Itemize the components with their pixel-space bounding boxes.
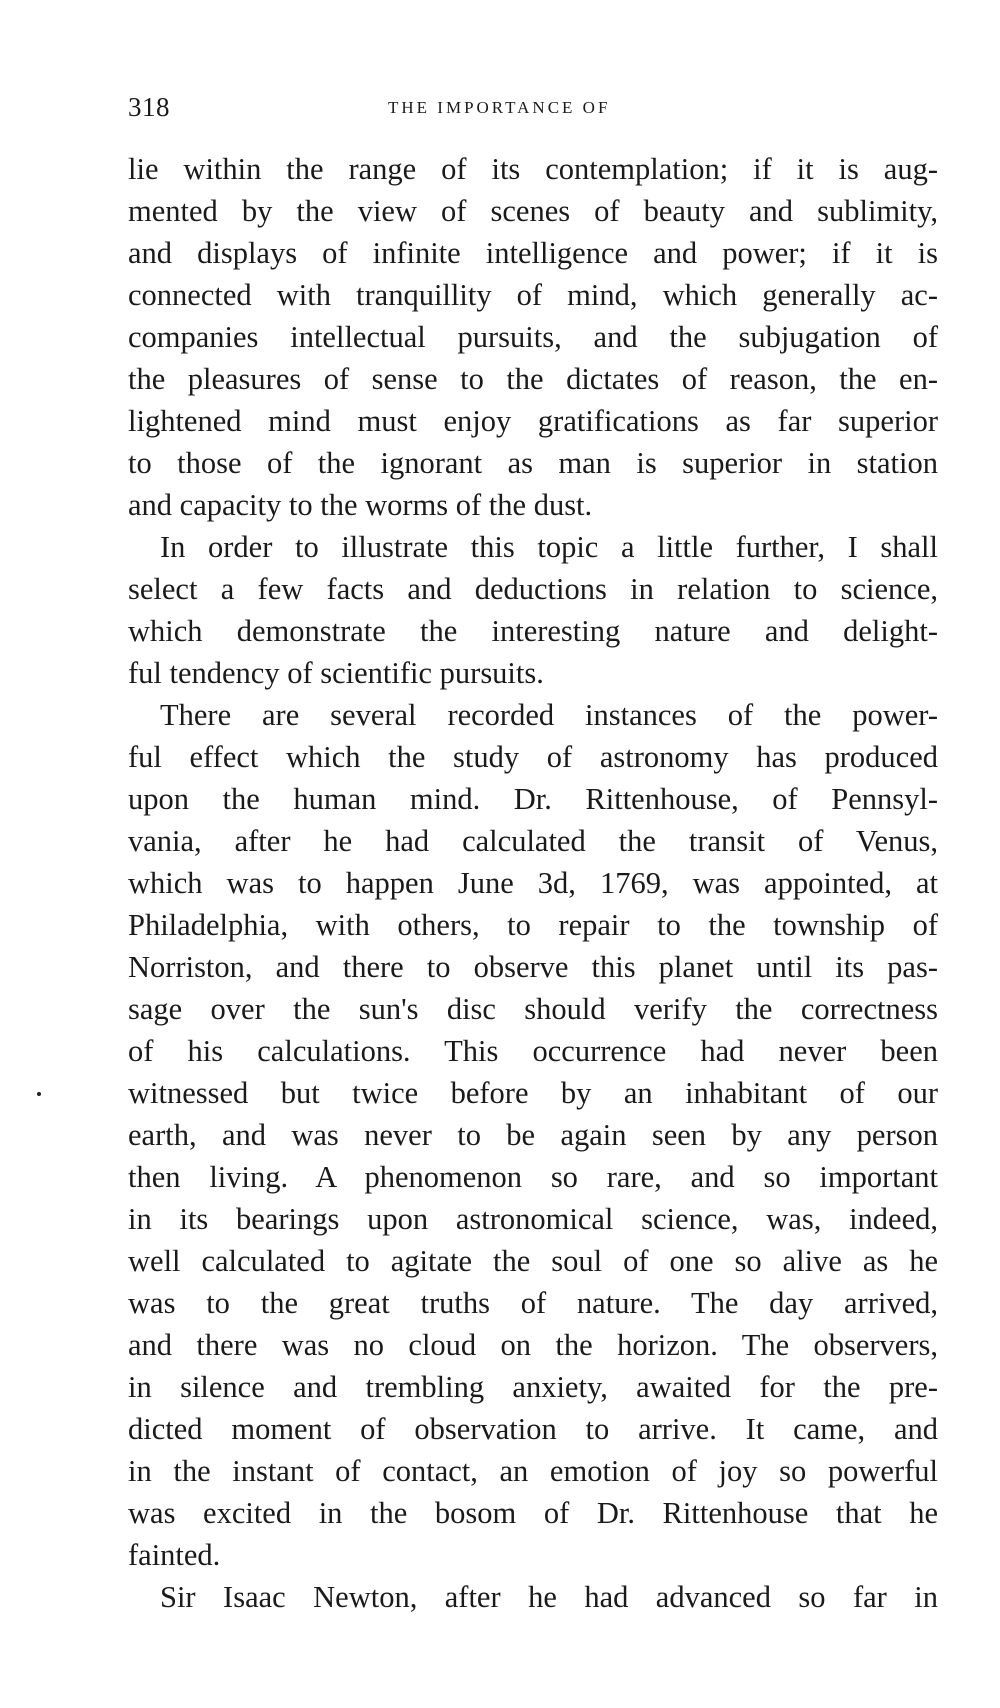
text-line: was excited in the bosom of Dr. Rittenhouse that he — [128, 1496, 938, 1530]
paragraph-2 — [128, 526, 938, 694]
text-line: Norriston, and there to observe this planet until its pas- — [128, 950, 938, 984]
text-line: to those of the ignorant as man is superior in station — [128, 446, 938, 480]
text-line: In order to illustrate this topic a little further, I shall — [160, 530, 938, 564]
text-line: in the instant of contact, an emotion of joy so powerful — [128, 1454, 938, 1488]
paragraph-4 — [128, 1576, 938, 1618]
paragraph-1 — [128, 148, 938, 526]
text-line: in silence and trembling anxiety, awaited for the pre- — [128, 1370, 938, 1404]
body-text — [128, 148, 938, 1618]
text-line: and capacity to the worms of the dust. — [128, 488, 593, 522]
text-line: the pleasures of sense to the dictates of reason, the en- — [128, 362, 938, 396]
text-line: dicted moment of observation to arrive. It came, and — [128, 1412, 938, 1446]
text-line: which was to happen June 3d, 1769, was appointed, at — [128, 866, 938, 900]
text-line: in its bearings upon astronomical science, was, indeed, — [128, 1202, 938, 1236]
text-line: upon the human mind. Dr. Rittenhouse, of Pennsyl- — [128, 782, 938, 816]
text-line: connected with tranquillity of mind, which generally ac- — [128, 278, 938, 312]
text-line: sage over the sun's disc should verify the correctness — [128, 992, 938, 1026]
ink-speck — [37, 1092, 41, 1096]
running-title: THE IMPORTANCE OF — [388, 98, 611, 117]
text-line: of his calculations. This occurrence had never been — [128, 1034, 938, 1068]
text-line: Philadelphia, with others, to repair to the township of — [128, 908, 938, 942]
text-line: ful effect which the study of astronomy has produced — [128, 740, 938, 774]
text-line: which demonstrate the interesting nature and delight- — [128, 614, 938, 648]
text-line: witnessed but twice before by an inhabitant of our — [128, 1076, 938, 1110]
text-line: ful tendency of scientific pursuits. — [128, 656, 544, 690]
text-line: then living. A phenomenon so rare, and so important — [128, 1160, 938, 1194]
text-line: vania, after he had calculated the transit of Venus, — [128, 824, 938, 858]
text-line: Sir Isaac Newton, after he had advanced so far in — [160, 1580, 938, 1614]
text-line: lightened mind must enjoy gratifications as far superior — [128, 404, 938, 438]
text-line: lie within the range of its contemplation; if it is aug- — [128, 152, 938, 186]
running-head — [128, 92, 938, 132]
text-line: mented by the view of scenes of beauty and sublimity, — [128, 194, 938, 228]
text-line: and there was no cloud on the horizon. The observers, — [128, 1328, 938, 1362]
text-line: was to the great truths of nature. The day arrived, — [128, 1286, 938, 1320]
text-line: well calculated to agitate the soul of one so alive as he — [128, 1244, 938, 1278]
text-line: earth, and was never to be again seen by any person — [128, 1118, 938, 1152]
paragraph-3 — [128, 694, 938, 1576]
text-line: and displays of infinite intelligence and power; if it is — [128, 236, 938, 270]
text-line: companies intellectual pursuits, and the subjugation of — [128, 320, 938, 354]
text-line: There are several recorded instances of the power- — [160, 698, 938, 732]
page-number: 318 — [128, 92, 170, 122]
text-line: fainted. — [128, 1538, 221, 1572]
text-line: select a few facts and deductions in relation to science, — [128, 572, 938, 606]
